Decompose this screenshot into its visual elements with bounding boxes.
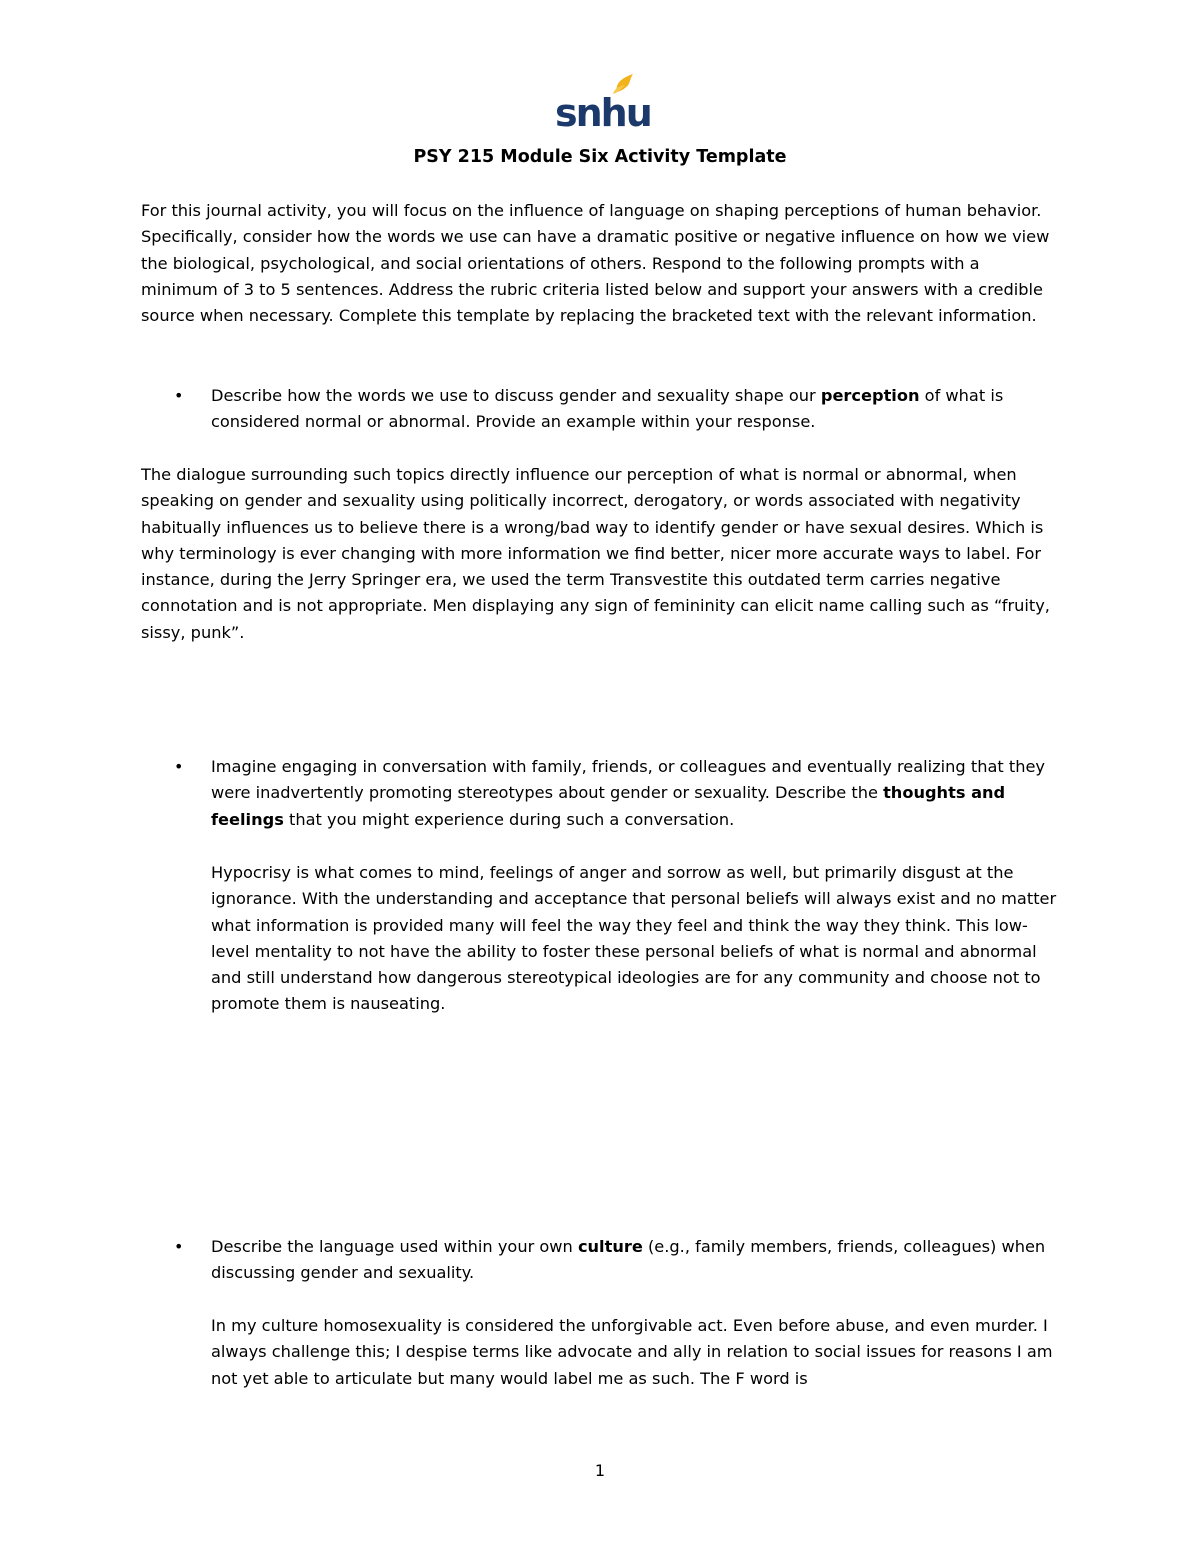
prompt-2-text-end: that you might experience during such a conversation. bbox=[283, 809, 735, 829]
prompt-3-text: Describe the language used within your own bbox=[211, 1237, 578, 1256]
prompt-1-emphasis: perception bbox=[820, 386, 920, 405]
prompt-3 bbox=[211, 1234, 1063, 1287]
prompt-1 bbox=[211, 383, 1063, 436]
bullet-marker: • bbox=[174, 1237, 184, 1256]
page-title: PSY 215 Module Six Activity Template bbox=[413, 147, 787, 167]
snhu-logo bbox=[555, 72, 651, 135]
prompt-3-text-end: (e.g., family members, friends, colleagues) when discussing gender and sexuality. bbox=[211, 1237, 1046, 1283]
bullet-marker: • bbox=[174, 386, 184, 405]
answer-1: The dialogue surrounding such topics directly influence our perception of what is normal or abnormal, when speaking on gender and sexuality using politically incorrect, derogatory, or words associated with negativity habitually influences us to believe there is a wrong/bad way to identify gender or have sexual desires. Which is why terminology is ever changing with more information we find better, nicer more accurate ways to label. For instance, during the Jerry Springer era, we used the term Transvestite this outdated term carries negative connotation and is not appropriate. Men displaying any sign of femininity can elicit name calling such as “fruity, sissy, punk”. bbox=[141, 465, 1050, 642]
prompt-2 bbox=[211, 754, 1063, 833]
bullet-marker: • bbox=[174, 757, 184, 776]
prompt-2-emphasis: thoughts and feelings bbox=[211, 783, 1006, 829]
page-number: 1 bbox=[594, 1461, 606, 1480]
answer-3: In my culture homosexuality is considered the unforgivable act. Even before abuse, and even murder. I always challenge this; I despise terms like advocate and ally in relation to social issues for reasons I am not yet able to articulate but many would label me as such. The F word is bbox=[211, 1316, 1053, 1388]
logo-wordmark: snhu bbox=[555, 91, 651, 135]
prompt-1-text-end: of what is considered normal or abnormal. Provide an example within your response. bbox=[211, 386, 1004, 432]
prompt-2-text: Imagine engaging in conversation with family, friends, or colleagues and eventually realizing that they were inadvertently promoting stereotypes about gender or sexuality. Describe the bbox=[211, 757, 1046, 803]
answer-2: Hypocrisy is what comes to mind, feelings of anger and sorrow as well, but primarily disgust at the ignorance. With the understanding and acceptance that personal beliefs will always exist and no matter what information is provided many will feel the way they feel and think the way they think. This low-level mentality to not have the ability to foster these personal beliefs of what is normal and abnormal and still understand how dangerous stereotypical ideologies are for any community and choose not to promote them is nauseating. bbox=[211, 863, 1057, 1014]
prompt-3-emphasis: culture bbox=[577, 1237, 643, 1256]
prompt-1-text: Describe how the words we use to discuss gender and sexuality shape our bbox=[211, 386, 821, 405]
intro-paragraph: For this journal activity, you will focus on the influence of language on shaping perceptions of human behavior. Specifically, consider how the words we use can have a dramatic positive or negative influence on how we view the biological, psychological, and social orientations of others. Respond to the following prompts with a minimum of 3 to 5 sentences. Address the rubric criteria listed below and support your answers with a credible source when necessary. Complete this template by replacing the bracketed text with the relevant information. bbox=[141, 201, 1050, 326]
